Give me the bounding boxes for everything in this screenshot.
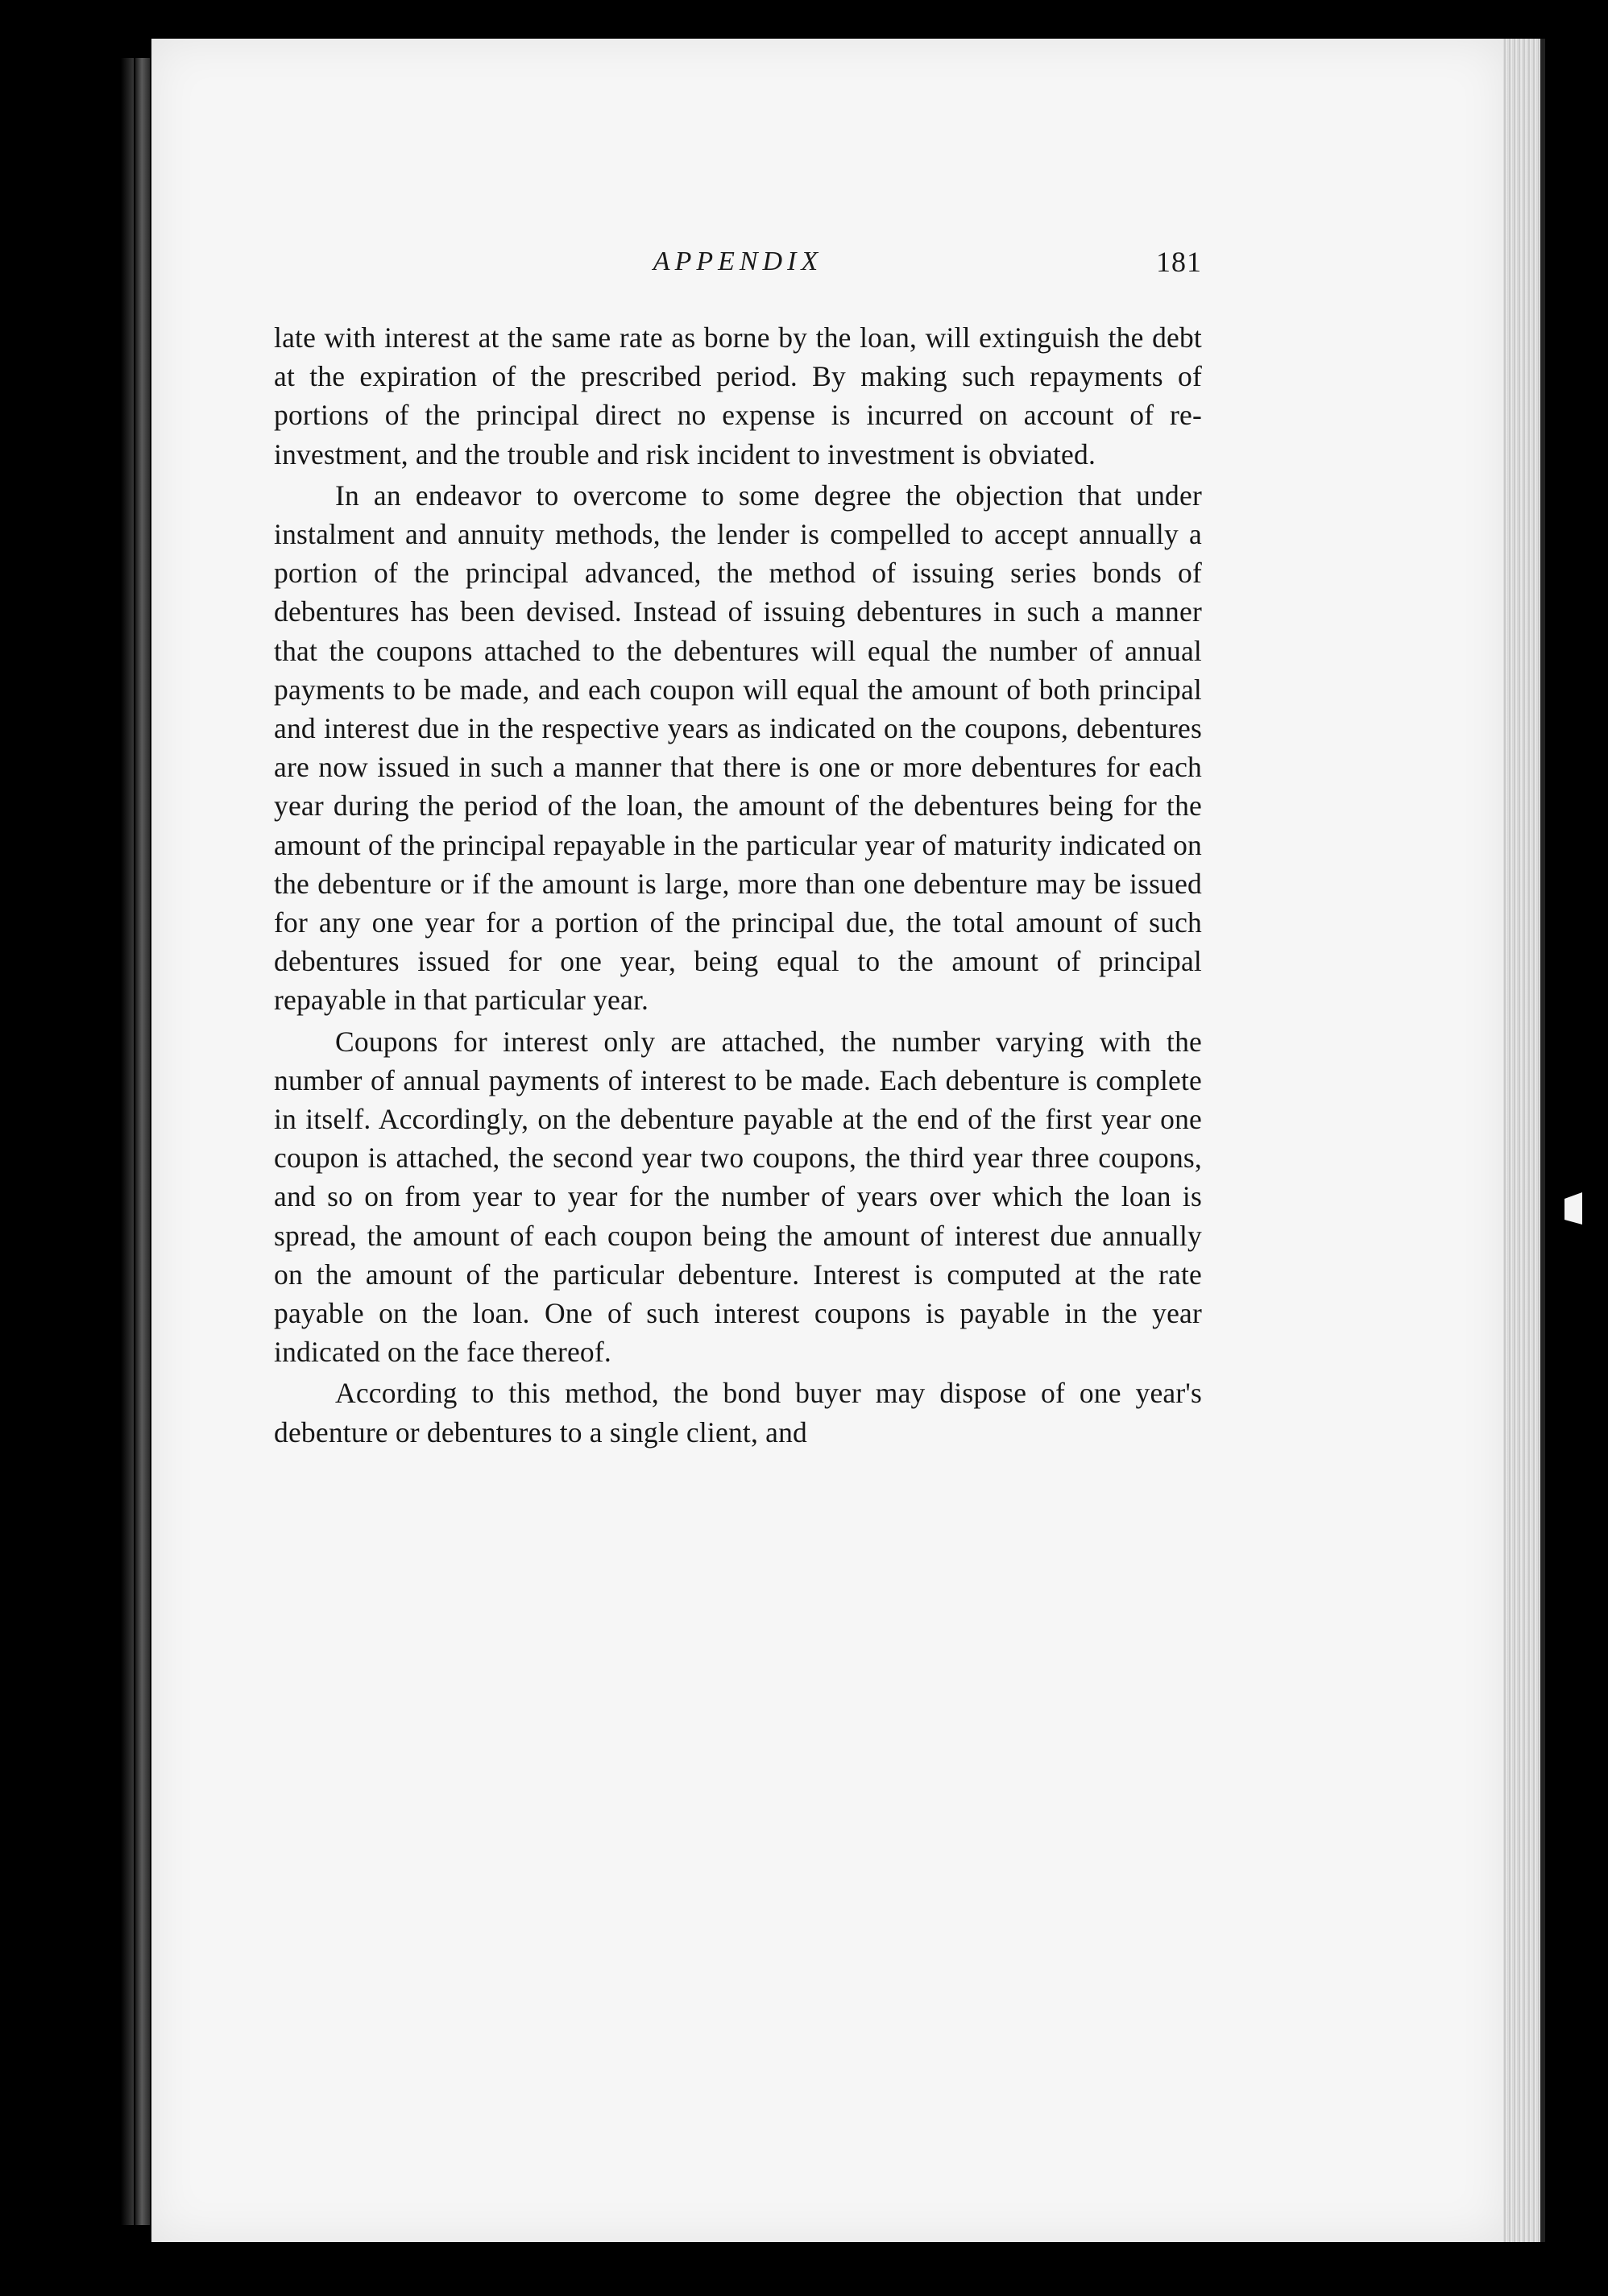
running-title: APPENDIX [653,247,823,276]
book-binding-gutter [135,58,150,2225]
running-head [274,242,1202,282]
page-tab-marker [1564,1192,1582,1225]
body-text [274,318,1202,1454]
paragraph: Coupons for interest only are attached, the number varying with the number of annual payments of interest to be made. Each debenture is complete in itself. Accordingly, on the debenture payable at the end of the first year one coupon is attached, the second year two coupons, the third year three coupons, and so on from year to year for the number of years over which the loan is spread, the amount of each coupon being the amount of interest due annually on the amount of the particular debenture. Interest is computed at the rate payable on the loan. One of such interest coupons is payable in the year indicated on the face thereof. [274,1025,1202,1369]
paragraph: According to this method, the bond buyer may dispose of one year's debenture or debentures to a single client, and [274,1377,1202,1448]
page-number: 181 [1156,246,1202,278]
binding-shadow [121,58,134,2225]
paragraph: late with interest at the same rate as borne by the loan, will extinguish the debt at the expiration of the prescribed period. By making such repayments of portions of the principal direct no expense is incurred on account of re-investment, and the trouble and risk incident to investment is obviated. [274,321,1202,470]
paragraph: In an endeavor to overcome to some degree the objection that under instalment and annuity methods, the lender is compelled to accept annually a portion of the principal advanced, the method of issuing series bonds of debentures has been devised. Instead of issuing debentures in such a manner that the coupons attached to the debentures will equal the number of annual payments to be made, and each coupon will equal the amount of both principal and interest due in the respective years as indicated on the coupons, debentures are now issued in such a manner that there is one or more debentures for each year during the period of the loan, the amount of the debentures being for the amount of the principal repayable in the particular year of maturity indicated on the debenture or if the amount is large, more than one debenture may be issued for any one year for a portion of the principal due, the total amount of such debentures issued for one year, being equal to the amount of principal repayable in that particular year. [274,479,1202,1017]
page-edges [1503,39,1545,2242]
